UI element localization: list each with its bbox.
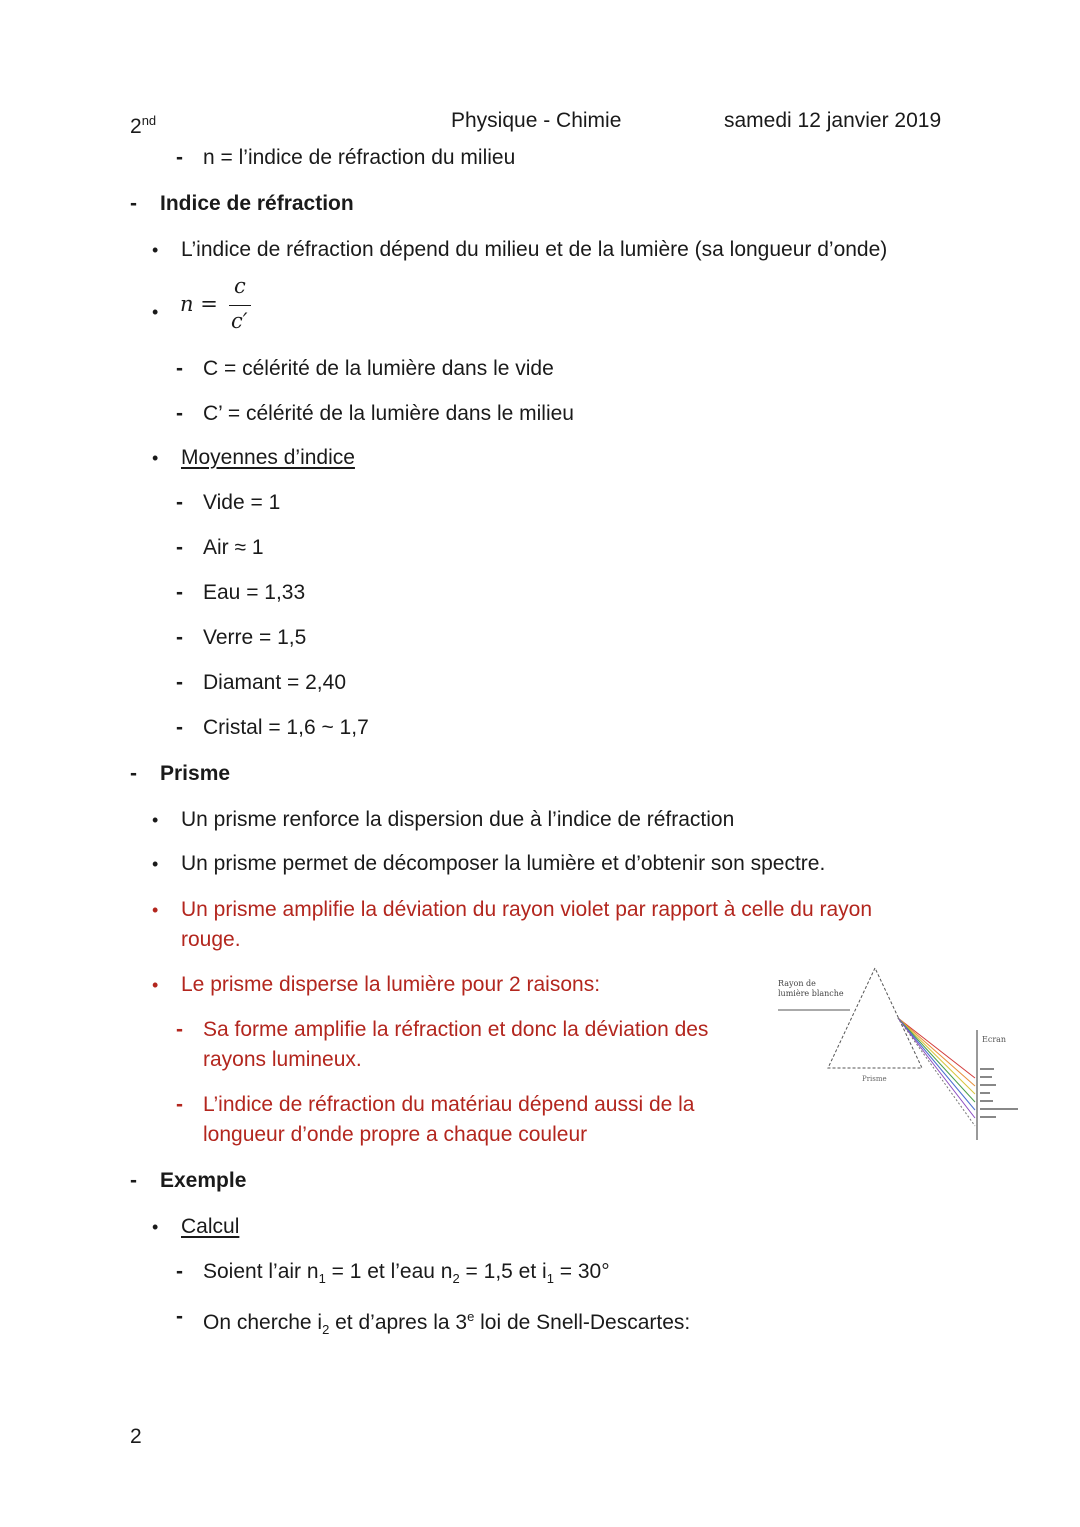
exemple-line-2 <box>203 1302 690 1345</box>
dash-marker: - <box>176 357 183 380</box>
prisme-bullet-4: Le prisme disperse la lumière pour 2 raisons: <box>181 973 601 996</box>
header-subject: Physique - Chimie <box>451 109 622 132</box>
page-number: 2 <box>130 1425 142 1448</box>
prism-triangle <box>828 968 922 1068</box>
moyenne-item: Cristal = 1,6 ~ 1,7 <box>203 716 369 739</box>
moyenne-item: Verre = 1,5 <box>203 626 307 649</box>
subscript: 1 <box>318 1271 326 1287</box>
section-heading-prisme: Prisme <box>160 762 231 785</box>
formula-numerator: c <box>234 274 246 298</box>
ray-dashed <box>898 1018 975 1126</box>
spectrum-mark <box>980 1100 993 1102</box>
bullet-marker: • <box>152 975 159 995</box>
formula-denominator: c′ <box>231 309 248 333</box>
reason-1-line2: rayons lumineux. <box>203 1048 362 1071</box>
dash-marker: - <box>176 536 183 559</box>
bullet-marker: • <box>152 448 159 468</box>
section-heading-indice: Indice de réfraction <box>160 192 354 215</box>
moyenne-item: Vide = 1 <box>203 491 281 514</box>
reason-1-line1: Sa forme amplifie la réfraction et donc la déviation des <box>203 1018 709 1041</box>
calcul-title: Calcul <box>181 1215 240 1238</box>
text-part: = 1 et l’eau n <box>325 1260 453 1283</box>
ray-green <box>898 1018 975 1102</box>
bullet-marker: • <box>152 240 159 260</box>
n-definition: n = l’indice de réfraction du milieu <box>203 146 516 169</box>
c-definition: C = célérité de la lumière dans le vide <box>203 357 554 380</box>
dash-marker: - <box>176 581 183 604</box>
spectrum-mark <box>980 1068 994 1070</box>
section-dash: - <box>130 762 137 785</box>
figure-ray-label-2: lumière blanche <box>778 989 844 998</box>
figure-prism-label: Prisme <box>862 1075 887 1083</box>
ray-yellow <box>898 1018 975 1094</box>
fraction-bar <box>229 305 251 306</box>
dash-marker: - <box>176 626 183 649</box>
dash-marker: - <box>176 1260 183 1283</box>
section-dash: - <box>130 1169 137 1192</box>
text-part: loi de Snell-Descartes: <box>474 1311 691 1334</box>
moyenne-item: Eau = 1,33 <box>203 581 306 604</box>
prism-dispersion-figure <box>770 960 1030 1150</box>
spectrum-mark <box>980 1116 996 1118</box>
prisme-bullet-1: Un prisme renforce la dispersion due à l’indice de réfraction <box>181 808 735 831</box>
exemple-line-1 <box>203 1257 610 1294</box>
dash-marker: - <box>176 402 183 425</box>
reason-2-line1: L’indice de réfraction du matériau dépend aussi de la <box>203 1093 695 1116</box>
moyennes-title: Moyennes d’indice <box>181 446 355 469</box>
dash-marker: - <box>176 1305 183 1328</box>
prisme-bullet-2: Un prisme permet de décomposer la lumière et d’obtenir son spectre. <box>181 852 826 875</box>
section-heading-exemple: Exemple <box>160 1169 247 1192</box>
spectrum-mark <box>980 1076 992 1078</box>
reason-2-line2: longueur d’onde propre a chaque couleur <box>203 1123 588 1146</box>
prisme-bullet-3-line1: Un prisme amplifie la déviation du rayon violet par rapport à celle du rayon <box>181 898 873 921</box>
subscript: 1 <box>546 1271 554 1287</box>
class-number: 2 <box>130 115 142 138</box>
superscript: e <box>467 1309 475 1324</box>
dash-marker: - <box>176 491 183 514</box>
subscript: 2 <box>452 1271 460 1287</box>
ray-orange <box>898 1018 975 1086</box>
text-part: = 1,5 et i <box>459 1260 547 1283</box>
text-part: et d’apres la 3 <box>329 1311 468 1334</box>
bullet-marker: • <box>152 810 159 830</box>
figure-ray-label-1: Rayon de <box>778 979 816 988</box>
dash-marker: - <box>176 671 183 694</box>
bullet-marker: • <box>152 900 159 920</box>
section-dash: - <box>130 192 137 215</box>
text-part: On cherche i <box>203 1311 323 1334</box>
spectrum-mark <box>980 1092 990 1094</box>
formula-lhs: n = <box>180 292 218 316</box>
text-part: = 30° <box>553 1260 610 1283</box>
ray-blue <box>898 1018 975 1110</box>
moyenne-item: Air ≈ 1 <box>203 536 264 559</box>
cprime-definition: C’ = célérité de la lumière dans le milieu <box>203 402 574 425</box>
figure-screen-label: Ecran <box>982 1035 1007 1044</box>
ray-red <box>898 1018 975 1078</box>
dash-marker: - <box>176 716 183 739</box>
header-class <box>130 106 156 142</box>
bullet-marker: • <box>152 302 159 322</box>
dash-marker: - <box>176 146 183 169</box>
dash-marker: - <box>176 1093 183 1116</box>
subscript: 2 <box>322 1322 330 1338</box>
spectrum-mark <box>980 1108 1018 1110</box>
bullet-marker: • <box>152 854 159 874</box>
bullet-marker: • <box>152 1217 159 1237</box>
indice-depends-text: L’indice de réfraction dépend du milieu et de la lumière (sa longueur d’onde) <box>181 238 888 261</box>
moyenne-item: Diamant = 2,40 <box>203 671 347 694</box>
header-date: samedi 12 janvier 2019 <box>724 109 942 132</box>
spectrum-labels <box>980 1068 1018 1118</box>
dash-marker: - <box>176 1018 183 1041</box>
spectrum-mark <box>980 1084 996 1086</box>
text-part: Soient l’air n <box>203 1260 319 1283</box>
prisme-bullet-3-line2: rouge. <box>181 928 241 951</box>
class-suffix: nd <box>141 113 157 128</box>
